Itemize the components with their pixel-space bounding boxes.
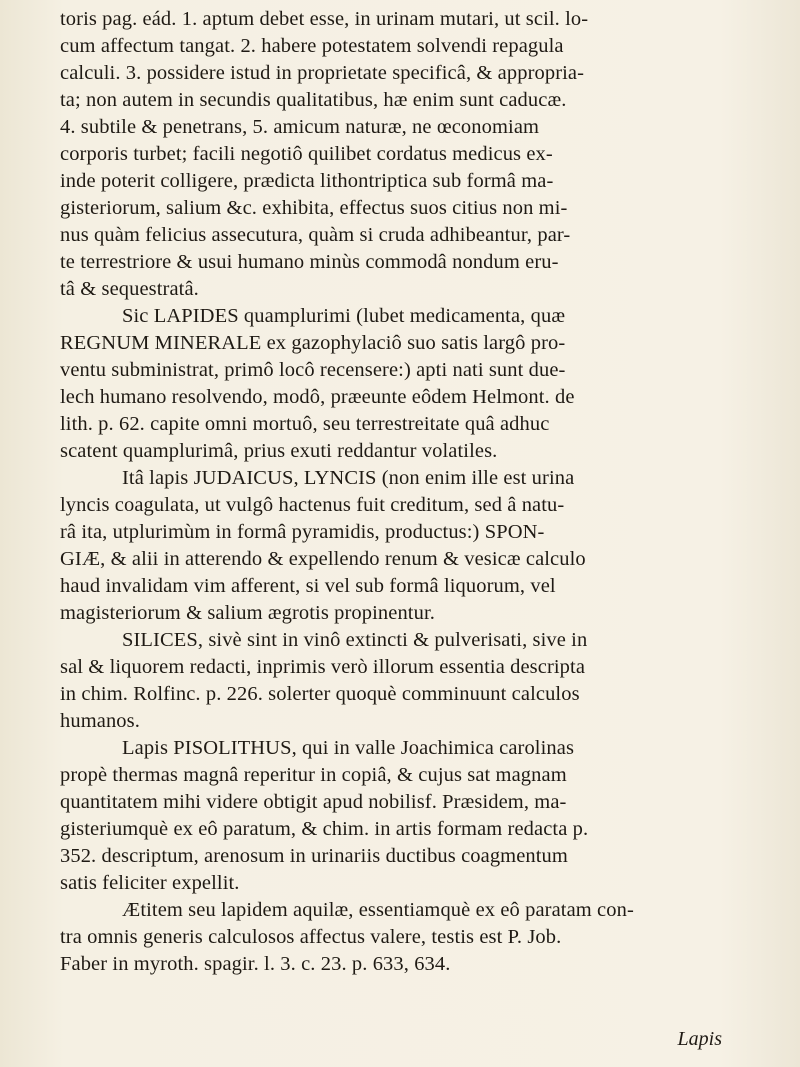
text-line: ta; non autem in secundis qualitatibus, hæ enim sunt caducæ. (60, 89, 567, 111)
text-line: sal & liquorem redacti, inprimis verò illorum essentia descripta (60, 656, 586, 678)
text-line: ventu subministrat, primô locô recensere:) apti nati sunt due- (60, 359, 566, 381)
text-line: in chim. Rolfinc. p. 226. solerter quoquè comminuunt calculos (60, 683, 580, 705)
text-line: magisteriorum & salium ægrotis propinentur. (60, 602, 435, 624)
paragraph-start-line: Itâ lapis JUDAICUS, LYNCIS (non enim ille est urina (122, 467, 575, 489)
text-line: cum affectum tangat. 2. habere potestatem solvendi repagula (60, 35, 564, 57)
text-line: gisteriorum, salium &c. exhibita, effectus suos citius non mi- (60, 197, 568, 219)
text-line: lith. p. 62. capite omni mortuô, seu terrestreitate quâ adhuc (60, 413, 550, 435)
body-text (60, 6, 720, 978)
text-line: REGNUM MINERALE ex gazophylaciô suo satis largô pro- (60, 332, 566, 354)
text-line: satis feliciter expellit. (60, 872, 240, 894)
text-line: quantitatem mihi videre obtigit apud nobilisf. Præsidem, ma- (60, 791, 567, 813)
text-line: scatent quamplurimâ, prius exuti reddantur volatiles. (60, 440, 498, 462)
text-line: tra omnis generis calculosos affectus valere, testis est P. Job. (60, 926, 562, 948)
text-line: lyncis coagulata, ut vulgô hactenus fuit creditum, sed â natu- (60, 494, 565, 516)
paragraph-start-line: Lapis PISOLITHUS, qui in valle Joachimica carolinas (122, 737, 575, 759)
text-line: 4. subtile & penetrans, 5. amicum naturæ, ne œconomiam (60, 116, 540, 138)
text-line: humanos. (60, 710, 140, 732)
text-line: calculi. 3. possidere istud in proprietate specificâ, & appropria- (60, 62, 585, 84)
text-line: te terrestriore & usui humano minùs commodâ nondum eru- (60, 251, 559, 273)
text-line: 352. descriptum, arenosum in urinariis ductibus coagmentum (60, 845, 568, 867)
text-line: râ ita, utplurimùm in formâ pyramidis, productus:) SPON- (60, 521, 545, 543)
text-line: nus quàm felicius assecutura, quàm si cruda adhibeantur, par- (60, 224, 571, 246)
paragraph-start-line: Ætitem seu lapidem aquilæ, essentiamquè ex eô paratam con- (122, 899, 634, 921)
text-line: lech humano resolvendo, modô, præeunte eôdem Helmont. de (60, 386, 575, 408)
text-line: tâ & sequestratâ. (60, 278, 199, 300)
paragraph-start-line: SILICES, sivè sint in vinô extincti & pulverisati, sive in (122, 629, 588, 651)
text-line: inde poterit colligere, prædicta lithontriptica sub formâ ma- (60, 170, 554, 192)
text-line: gisteriumquè ex eô paratum, & chim. in artis formam redacta p. (60, 818, 589, 840)
text-line: Faber in myroth. spagir. l. 3. c. 23. p. 633, 634. (60, 953, 451, 975)
text-line: corporis turbet; facili negotiô quilibet cordatus medicus ex- (60, 143, 553, 165)
text-line: propè thermas magnâ reperitur in copiâ, & cujus sat magnam (60, 764, 567, 786)
paragraph-start-line: Sic LAPIDES quamplurimi (lubet medicamenta, quæ (122, 305, 566, 327)
text-line: toris pag. eád. 1. aptum debet esse, in urinam mutari, ut scil. lo- (60, 8, 589, 30)
text-line: GIÆ, & alii in atterendo & expellendo renum & vesicæ calculo (60, 548, 586, 570)
text-line: haud invalidam vim afferent, si vel sub formâ liquorum, vel (60, 575, 556, 597)
catchword: Lapis (677, 1028, 722, 1050)
